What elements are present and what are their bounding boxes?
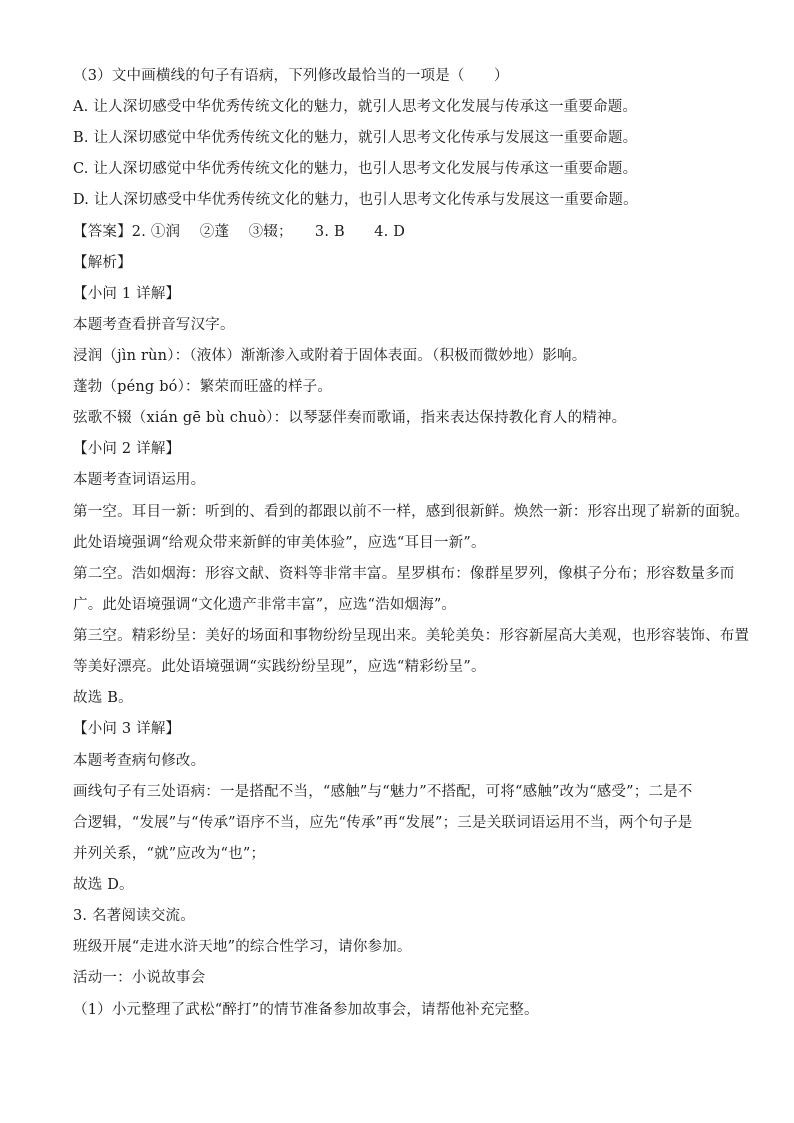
question-3-1-stem: （1）小元整理了武松“醉打”的情节准备参加故事会，请帮他补充完整。 <box>73 1002 539 1018</box>
paragraph-line: 浸润（jìn rùn）：（液体）渐渐渗入或附着于固体表面。（积极而微妙地）影响。 <box>73 348 587 364</box>
paragraph-line: 画线句子有三处语病：一是搭配不当，“感触”与“魅力”不搭配，可将“感触”改为“感受”；二是不 <box>73 784 693 800</box>
paragraph-line: 第一空。耳目一新：听到的、看到的都跟以前不一样，感到很新鲜。焕然一新：形容出现了崭新的面貌。 <box>73 504 750 520</box>
paragraph-line: 故选 D。 <box>73 877 134 893</box>
paragraph-line: 本题考查看拼音写汉字。 <box>73 317 235 333</box>
paragraph-line: 等美好漂亮。此处语境强调“实践纷纷呈现”，应选“精彩纷呈”。 <box>73 659 486 675</box>
paragraph-line: 广。此处语境强调“文化遗产非常丰富”，应选“浩如烟海”。 <box>73 597 457 613</box>
paragraph-line: 弦歌不辍（xián gē bù chuò）：以琴瑟伴奏而歌诵，指来表达保持教化育人的精神。 <box>73 410 627 426</box>
paragraph-line: 故选 B。 <box>73 690 133 706</box>
subquestion-1-heading: 【小问 1 详解】 <box>73 286 181 302</box>
paragraph-line: 本题考查病句修改。 <box>73 753 206 769</box>
paragraph-line: 此处语境强调“给观众带来新鲜的审美体验”，应选“耳目一新”。 <box>73 535 486 551</box>
paragraph-line: 并列关系，“就”应改为“也”； <box>73 846 266 862</box>
option-d: D. 让人深切感受中华优秀传统文化的魅力，也引人思考文化传承与发展这一重要命题。 <box>73 192 638 208</box>
paragraph-line: 班级开展“走进水浒天地”的综合性学习，请你参加。 <box>73 939 412 955</box>
option-b: B. 让人深切感觉中华优秀传统文化的魅力，就引人思考文化传承与发展这一重要命题。 <box>73 130 638 146</box>
section-3-heading: 3. 名著阅读交流。 <box>73 908 195 924</box>
subquestion-2-heading: 【小问 2 详解】 <box>73 441 181 457</box>
paragraph-line: 蓬勃（péng bó）：繁荣而旺盛的样子。 <box>73 379 333 395</box>
answer-line: 【答案】2. ①润 ②蓬 ③辍； 3. B 4. D <box>73 224 406 240</box>
question-3-stem: （3）文中画横线的句子有语病，下列修改最恰当的一项是（ ） <box>73 68 509 84</box>
paragraph-line: 本题考查词语运用。 <box>73 472 206 488</box>
paragraph-line: 第二空。浩如烟海：形容文献、资料等非常丰富。星罗棋布：像群星罗列，像棋子分布；形容数量多而 <box>73 566 735 582</box>
paragraph-line: 第三空。精彩纷呈：美好的场面和事物纷纷呈现出来。美轮美奂：形容新屋高大美观，也形容装饰、布置 <box>73 628 750 644</box>
paragraph-line: 合逻辑，“发展”与“传承”语序不当，应先“传承”再“发展”；三是关联词语运用不当，两个句子是 <box>73 815 693 831</box>
activity-1-heading: 活动一：小说故事会 <box>73 970 206 986</box>
option-a: A. 让人深切感受中华优秀传统文化的魅力，就引人思考文化发展与传承这一重要命题。 <box>73 99 638 115</box>
option-c: C. 让人深切感觉中华优秀传统文化的魅力，也引人思考文化发展与传承这一重要命题。 <box>73 161 638 177</box>
analysis-heading: 【解析】 <box>73 255 132 271</box>
subquestion-3-heading: 【小问 3 详解】 <box>73 721 181 737</box>
